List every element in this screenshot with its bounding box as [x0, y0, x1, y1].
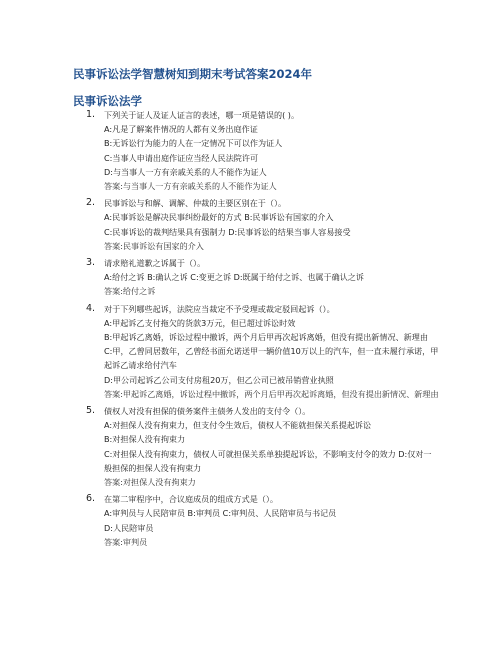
question-stem: 在第二审程序中，合议庭成员的组成方式是（）。 — [104, 494, 279, 505]
question-number: 4. — [86, 302, 96, 314]
question-number: 3. — [86, 257, 96, 269]
question-option: C:当事人申请出庭作证应当经人民法院许可 — [104, 152, 259, 163]
question-option: C:对担保人没有拘束力，债权人可就担保关系单独提起诉讼，不影响支付令的效力 D:仅对一般担保的担保人没有拘束力 — [104, 448, 432, 473]
question-answer: 答案:民事诉讼有国家的介入 — [104, 240, 204, 251]
question-item — [0, 302, 500, 401]
question-option: B:无诉讼行为能力的人在一定情况下可以作为证人 — [104, 138, 283, 149]
question-answer: 答案:与当事人一方有亲戚关系的人不能作为证人 — [104, 181, 277, 192]
question-option: A:对担保人没有拘束力，但支付令生效后，债权人不能就担保关系提起诉讼 — [104, 420, 372, 431]
question-option: C:甲，乙曾同居数年，乙曾经书面允诺送甲一辆价值10万以上的汽车，但一直未履行承诺，甲起诉乙请求给付汽车 — [104, 346, 439, 371]
document-title: 民事诉讼法学智慧树知到期末考试答案2024年 — [73, 67, 313, 81]
question-item — [0, 196, 500, 253]
question-number: 6. — [86, 493, 96, 505]
question-option: D:甲公司起诉乙公司支付房租20万，但乙公司已被吊销营业执照 — [104, 374, 334, 385]
question-option: A:甲起诉乙支付拖欠的货款3万元，但已超过诉讼时效 — [104, 317, 296, 328]
question-item — [0, 108, 500, 193]
question-stem: 下列关于证人及证人证言的表述，哪一项是错误的( )。 — [104, 110, 300, 120]
question-answer: 答案:给付之诉 — [104, 286, 156, 297]
question-number: 5. — [86, 405, 96, 417]
question-option: B:甲起诉乙离婚，诉讼过程中撤诉，两个月后甲再次起诉离婚，但没有提出新情况、新理由 — [104, 332, 428, 343]
question-item — [0, 256, 500, 299]
question-number: 1. — [86, 109, 96, 120]
question-option: A:凡是了解案件情况的人都有义务出庭作证 — [104, 124, 258, 135]
question-option: D:人民陪审员 — [104, 522, 154, 533]
question-stem: 对于下列哪些起诉，法院应当裁定不予受理或裁定驳回起诉（）。 — [104, 303, 335, 314]
section-heading: 民事诉讼法学 — [73, 94, 142, 108]
question-option: B:对担保人没有拘束力 — [104, 434, 186, 445]
question-stem: 民事诉讼与和解、调解、仲裁的主要区别在于（）。 — [104, 198, 287, 209]
question-stem: 请求赔礼道歉之诉属于（）。 — [104, 258, 206, 269]
question-answer: 答案:审判员 — [104, 536, 148, 547]
question-answer: 答案:甲起诉乙离婚，诉讼过程中撤诉，两个月后甲再次起诉离婚，但没有提出新情况、新理由 — [104, 388, 439, 399]
question-stem: 债权人对没有担保的债务案件主债务人发出的支付令（）。 — [104, 406, 311, 417]
question-option: A:给付之诉 B:确认之诉 C:变更之诉 D:既属于给付之诉、也属于确认之诉 — [104, 272, 364, 283]
question-option: A:民事诉讼是解决民事纠纷最好的方式 B:民事诉讼有国家的介入 — [104, 212, 334, 223]
question-option: A:审判员与人民陪审员 B:审判员 C:审判员、人民陪审员与书记员 — [104, 508, 337, 519]
question-list — [0, 108, 500, 552]
question-answer: 答案:对担保人没有拘束力 — [104, 477, 196, 488]
question-option: D:与当事人一方有亲戚关系的人不能作为证人 — [104, 166, 267, 177]
question-option: C:民事诉讼的裁判结果具有强制力 D:民事诉讼的结果当事人容易接受 — [104, 226, 351, 237]
question-number: 2. — [86, 197, 96, 209]
question-item — [0, 492, 500, 549]
question-item — [0, 404, 500, 489]
